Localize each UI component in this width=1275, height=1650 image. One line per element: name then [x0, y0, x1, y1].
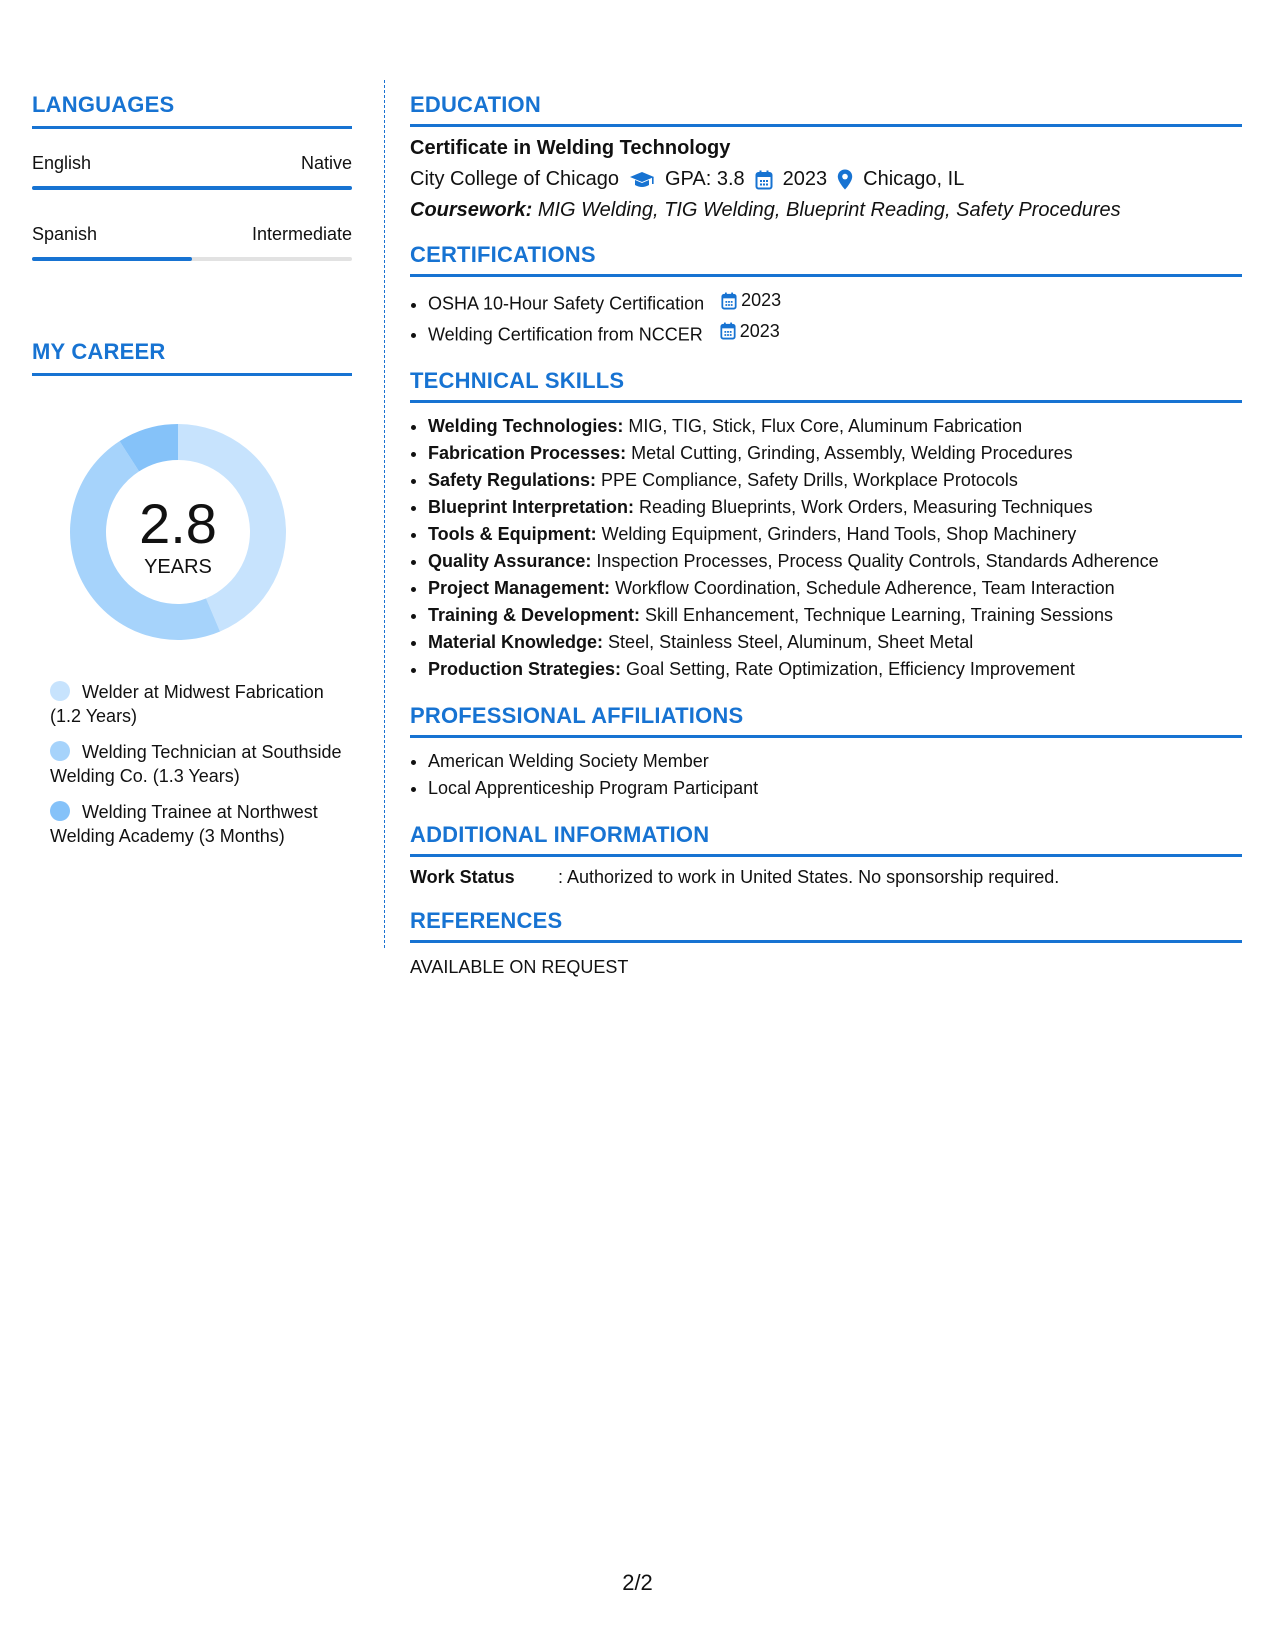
list-item: • Local Apprenticeship Program Participant [428, 775, 1242, 802]
affiliations-title: PROFESSIONAL AFFILIATIONS [410, 703, 1242, 738]
career-donut-chart [66, 420, 290, 644]
education-coursework [410, 199, 1242, 222]
legend-item [50, 800, 352, 848]
legend-item [50, 740, 352, 788]
certification-year: 2023 [739, 320, 780, 341]
language-name: English [32, 153, 92, 173]
list-item [428, 521, 1242, 548]
work-status-value: : Authorized to work in United States. No sponsorship required. [558, 867, 1060, 887]
legend-item [50, 680, 352, 728]
education-degree: Certificate in Welding Technology [410, 137, 731, 159]
career-title: MY CAREER [32, 339, 352, 376]
certifications-section [410, 242, 1242, 348]
additional-title: ADDITIONAL INFORMATION [410, 822, 1242, 857]
work-status-key: Work Status [410, 867, 515, 887]
work-status-row [410, 867, 1242, 888]
list-item [428, 467, 1242, 494]
calendar-icon [720, 322, 736, 340]
skill-label: Safety Regulations: [428, 470, 597, 490]
language-item [32, 153, 352, 190]
legend-dot [50, 801, 70, 821]
affiliations-section [410, 703, 1242, 802]
calendar-icon [721, 292, 737, 310]
career-unit: YEARS [144, 556, 212, 578]
education-gpa: GPA: 3.8 [665, 168, 745, 190]
list-item [428, 318, 1242, 349]
skill-text: Inspection Processes, Process Quality Controls, Standards Adherence [596, 551, 1159, 571]
language-bar [32, 257, 352, 261]
language-level: Native [300, 153, 352, 173]
language-name: Spanish [32, 224, 98, 244]
list-item: • American Welding Society Member [428, 748, 1242, 775]
location-pin-icon [837, 169, 853, 190]
additional-section [410, 822, 1242, 888]
languages-title: LANGUAGES [32, 92, 352, 129]
skill-label: Material Knowledge: [428, 632, 604, 652]
skill-label: Tools & Equipment: [428, 524, 597, 544]
list-item [428, 656, 1242, 683]
language-bar-fill [32, 186, 352, 190]
certification-name: OSHA 10-Hour Safety Certification [428, 293, 705, 314]
list-item [428, 548, 1242, 575]
coursework-text: MIG Welding, TIG Welding, Blueprint Reading, Safety Procedures [537, 199, 1121, 221]
coursework-label: Coursework: [410, 199, 533, 221]
skill-text: PPE Compliance, Safety Drills, Workplace Protocols [601, 470, 1018, 490]
legend-dot [50, 681, 70, 701]
skill-label: Fabrication Processes: [428, 443, 627, 463]
certifications-title: CERTIFICATIONS [410, 242, 1242, 277]
list-item [428, 629, 1242, 656]
list-item [428, 575, 1242, 602]
list-item [428, 287, 1242, 318]
skill-label: Quality Assurance: [428, 551, 592, 571]
education-location: Chicago, IL [863, 168, 965, 190]
skill-text: Goal Setting, Rate Optimization, Efficiency Improvement [626, 659, 1075, 679]
list-item [428, 494, 1242, 521]
language-bar [32, 186, 352, 190]
references-title: REFERENCES [410, 908, 1242, 943]
skill-text: Skill Enhancement, Technique Learning, Training Sessions [645, 605, 1114, 625]
education-details [410, 168, 1242, 191]
references-text: AVAILABLE ON REQUEST [410, 957, 629, 977]
left-column [32, 92, 352, 860]
skill-text: Steel, Stainless Steel, Aluminum, Sheet Metal [608, 632, 974, 652]
skill-label: Blueprint Interpretation: [428, 497, 634, 517]
education-school: City College of Chicago [410, 168, 619, 190]
graduation-cap-icon [629, 171, 655, 189]
legend-label: Welding Trainee at Northwest Welding Academy (3 Months) [50, 802, 318, 846]
education-year: 2023 [782, 168, 828, 190]
language-level: Intermediate [251, 224, 352, 244]
skill-text: Workflow Coordination, Schedule Adherence, Team Interaction [615, 578, 1115, 598]
skill-label: Training & Development: [428, 605, 641, 625]
certification-name: Welding Certification from NCCER [428, 324, 703, 344]
education-title: EDUCATION [410, 92, 1242, 127]
career-section [32, 339, 352, 848]
legend-label: Welding Technician at Southside Welding Co. (1.3 Years) [50, 742, 342, 786]
skill-text: Metal Cutting, Grinding, Assembly, Welding Procedures [631, 443, 1073, 463]
column-divider [384, 80, 385, 948]
skill-label: Project Management: [428, 578, 611, 598]
skill-text: MIG, TIG, Stick, Flux Core, Aluminum Fabrication [628, 416, 1023, 436]
skill-text: Reading Blueprints, Work Orders, Measuring Techniques [639, 497, 1093, 517]
calendar-icon [755, 170, 773, 190]
legend-label: Welder at Midwest Fabrication (1.2 Years) [50, 682, 324, 726]
list-item [428, 413, 1242, 440]
list-item [428, 440, 1242, 467]
skill-label: Welding Technologies: [428, 416, 624, 436]
skills-title: TECHNICAL SKILLS [410, 368, 1242, 403]
skill-label: Production Strategies: [428, 659, 622, 679]
references-section [410, 908, 1242, 978]
career-total: 2.8 [139, 492, 217, 555]
right-column [410, 92, 1242, 978]
career-legend [32, 680, 352, 848]
certification-year: 2023 [741, 290, 782, 310]
language-bar-fill [32, 257, 192, 261]
skill-text: Welding Equipment, Grinders, Hand Tools, Shop Machinery [601, 524, 1077, 544]
list-item [428, 602, 1242, 629]
legend-dot [50, 741, 70, 761]
language-item [32, 224, 352, 261]
skills-section [410, 368, 1242, 683]
page-number: 2/2 [622, 1570, 653, 1595]
